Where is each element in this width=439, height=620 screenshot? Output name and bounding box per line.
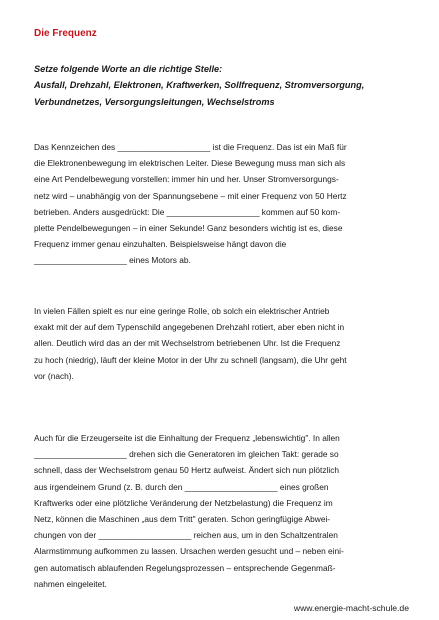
page-title: Die Frequenz xyxy=(34,28,97,39)
paragraph-2: In vielen Fällen spielt es nur eine geringe Rolle, ob solch ein elektrischer Antrieb exakt mit der auf dem Typenschild angegebenen Drehzahl rotiert, aber eben nicht in allen. Deutlich wird das an der mit Wechselstrom betriebenen Uhr. Ist die Frequenz zu hoch (niedrig), läuft der kleine Motor in der Uhr zu schnell (langsam), die Uhr geht vor (nach). xyxy=(34,306,347,381)
paragraph-1: Das Kennzeichen des ____________________ ist die Frequenz. Das ist ein Maß für die Elektronenbewegung im elektrischen Leiter. Diese Bewegung muss man sich als eine Art Pendelbewegung vorstellen: immer hin und her. Unser Stromversorgungs- netz wird – unabhängig von der Spannungsebene – mit einer Frequenz von 50 Hertz betrieben. Anders ausgedrückt: Die ____________________ kommen auf 50 kom- plette Pendelbewegungen – in einer Sekunde! Ganz besonders wichtig ist es, diese Frequenz immer genau einzuhalten. Beispielsweise hängt davon die ____________________ eines Motors ab. xyxy=(34,142,347,266)
paragraph-3: Auch für die Erzeugerseite ist die Einhaltung der Frequenz „lebenswichtig". In allen ____________________ drehen sich die Generatoren im gleichen Takt: gerade so schnell, dass der Wechselstrom genau 50 Hertz aufweist. Ändert sich nun plötzlich aus irgendeinem Grund (z. B. durch den ____________________ eines großen Kraftwerks oder eine plötzliche Veränderung der Netzbelastung) die Frequenz im Netz, können die Maschinen „aus dem Tritt" geraten. Schon geringfügige Abwei- chungen von der ____________________ reichen aus, um in den Schaltzentralen Alarmstimmung aufkommen zu lassen. Ursachen werden gesucht und – neben eini- gen automatisch ablaufenden Regelungsprozessen – entsprechende Gegenmaß- nahmen eingeleitet. xyxy=(34,433,344,589)
instruction-text: Setze folgende Worte an die richtige Stelle: xyxy=(34,64,223,74)
word-bank: Ausfall, Drehzahl, Elektronen, Kraftwerken, Sollfrequenz, Stromversorgung, Verbundnetzes, Versorgungsleitungen, Wechselstroms xyxy=(34,80,365,107)
website-footer: www.energie-macht-schule.de xyxy=(293,603,409,613)
